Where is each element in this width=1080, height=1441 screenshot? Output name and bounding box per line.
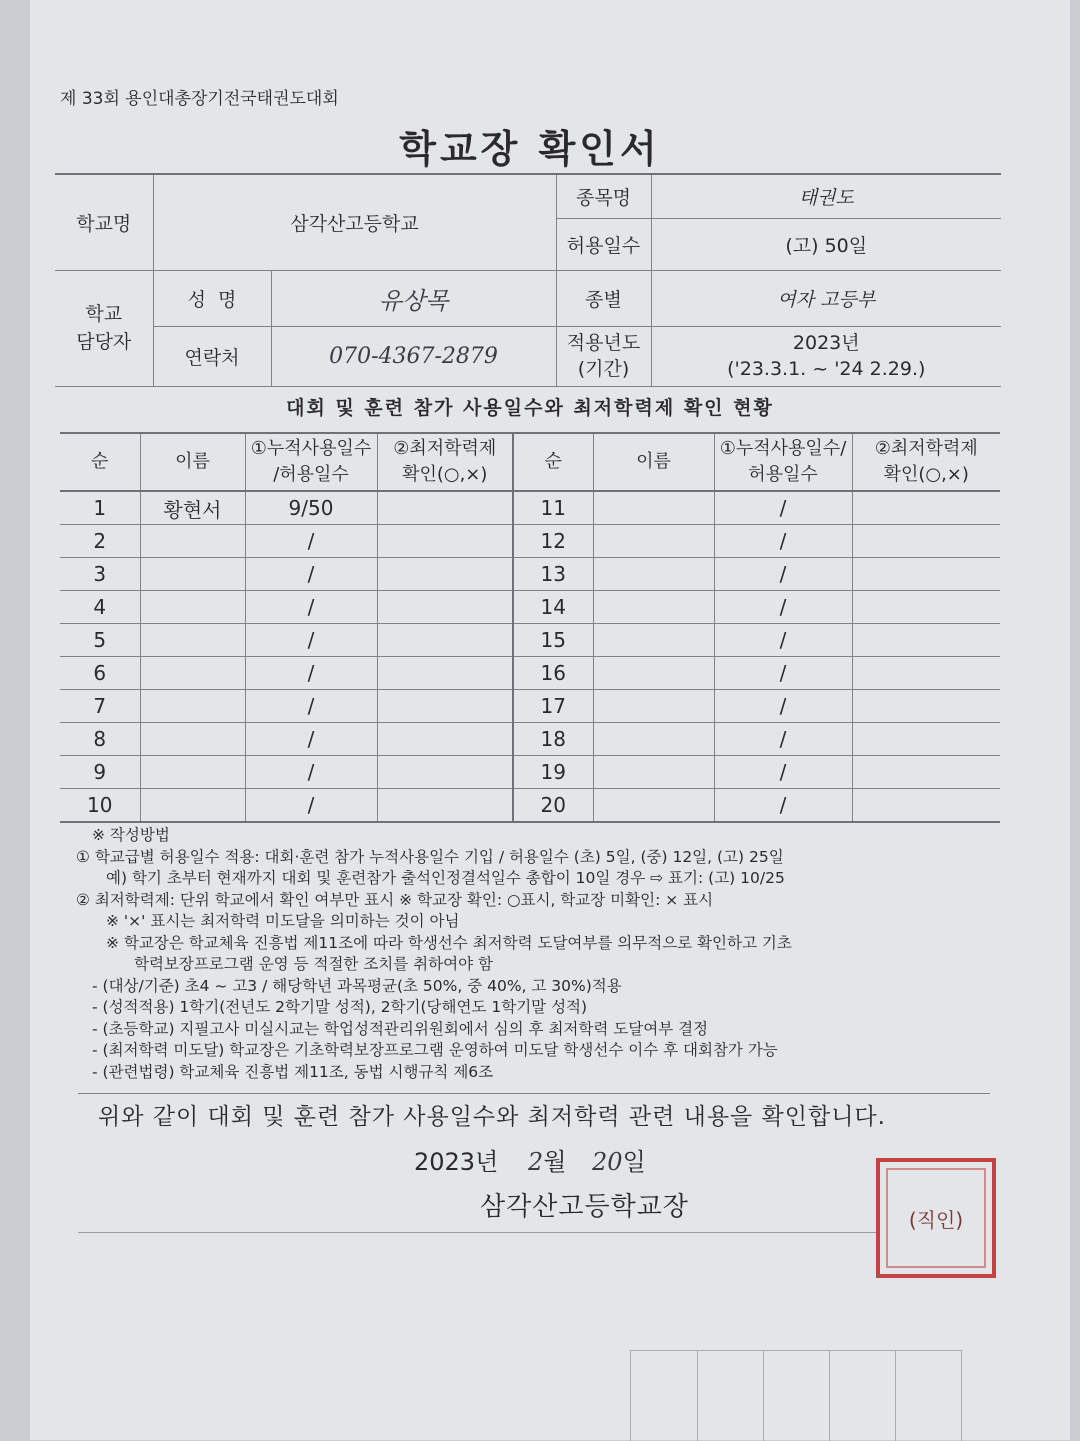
row-no-2: 14 bbox=[513, 591, 593, 624]
col-no: 순 bbox=[60, 433, 140, 491]
row-acad bbox=[377, 723, 513, 756]
signature-date bbox=[414, 1142, 646, 1177]
year-value: 2023년 bbox=[792, 332, 860, 354]
row-days: / bbox=[245, 558, 377, 591]
class-value: 여자 고등부 bbox=[651, 270, 1001, 326]
official-seal bbox=[876, 1158, 996, 1278]
row-name bbox=[140, 558, 245, 591]
row-days-2: / bbox=[714, 624, 852, 657]
row-days-2: / bbox=[714, 591, 852, 624]
row-acad bbox=[377, 789, 513, 823]
period-value: ('23.3.1. ~ '24 2.29.) bbox=[727, 358, 926, 380]
row-acad-2 bbox=[852, 723, 1000, 756]
date-month-unit: 월 bbox=[543, 1148, 567, 1176]
col-name-2: 이름 bbox=[593, 433, 714, 491]
note-4b: 학력보장프로그램 운영 등 적절한 조치를 취하여야 함 bbox=[134, 955, 493, 973]
info-table bbox=[55, 173, 1001, 387]
table-row bbox=[60, 491, 1000, 525]
row-acad bbox=[377, 690, 513, 723]
row-days: / bbox=[245, 690, 377, 723]
bullet-1: - (대상/기준) 초4 ~ 고3 / 해당학년 과목평균(초 50%, 중 40%, 고 30%)적용 bbox=[92, 976, 622, 995]
name-label: 성 명 bbox=[153, 270, 271, 326]
confirm-statement: 위와 같이 대회 및 훈련 참가 사용일수와 최저학력 관련 내용을 확인합니다. bbox=[98, 1104, 886, 1130]
row-name-2 bbox=[593, 690, 714, 723]
row-no: 5 bbox=[60, 624, 140, 657]
row-days: 9/50 bbox=[245, 491, 377, 525]
bullet-5: - (관련법령) 학교체육 진흥법 제11조, 동법 시행규칙 제6조 bbox=[92, 1062, 494, 1081]
row-name bbox=[140, 690, 245, 723]
row-days-2: / bbox=[714, 690, 852, 723]
row-name-2 bbox=[593, 624, 714, 657]
row-days-2: / bbox=[714, 657, 852, 690]
row-acad bbox=[377, 756, 513, 789]
col-days-2: ①누적사용일수/ 허용일수 bbox=[714, 433, 852, 491]
days-label: 허용일수 bbox=[556, 218, 651, 270]
row-acad bbox=[377, 558, 513, 591]
participation-table bbox=[60, 432, 1000, 823]
row-no-2: 11 bbox=[513, 491, 593, 525]
row-no-2: 19 bbox=[513, 756, 593, 789]
row-name-2 bbox=[593, 789, 714, 823]
section-title: 대회 및 훈련 참가 사용일수와 최저학력제 확인 현황 bbox=[286, 397, 774, 419]
row-no: 3 bbox=[60, 558, 140, 591]
row-days-2: / bbox=[714, 789, 852, 823]
table-row bbox=[60, 624, 1000, 657]
bullet-4: - (최저학력 미도달) 학교장은 기초학력보장프로그램 운영하여 미도달 학생선수 이수 후 대회참가 가능 bbox=[92, 1041, 778, 1059]
row-acad-2 bbox=[852, 690, 1000, 723]
row-no-2: 18 bbox=[513, 723, 593, 756]
row-acad bbox=[377, 657, 513, 690]
table-row bbox=[60, 558, 1000, 591]
table-row bbox=[60, 525, 1000, 558]
row-no: 8 bbox=[60, 723, 140, 756]
row-no-2: 15 bbox=[513, 624, 593, 657]
row-name bbox=[140, 756, 245, 789]
date-day: 20 bbox=[592, 1148, 623, 1176]
table-header-row bbox=[60, 433, 1000, 491]
row-name: 황현서 bbox=[140, 491, 245, 525]
year-label: 적용년도 (기간) bbox=[556, 326, 651, 386]
name-value: 유상목 bbox=[271, 270, 556, 326]
row-acad bbox=[377, 591, 513, 624]
row-name-2 bbox=[593, 723, 714, 756]
row-acad-2 bbox=[852, 789, 1000, 823]
col-acad-2: ②최저학력제 확인(○,×) bbox=[852, 433, 1000, 491]
row-name-2 bbox=[593, 591, 714, 624]
row-acad-2 bbox=[852, 624, 1000, 657]
bullet-2: - (성적적용) 1학기(전년도 2학기말 성적), 2학기(당해연도 1학기말 성적) bbox=[92, 998, 588, 1016]
date-day-unit: 일 bbox=[622, 1148, 646, 1176]
event-header: 제 33회 용인대총장기전국태권도대회 bbox=[60, 89, 339, 109]
row-no: 4 bbox=[60, 591, 140, 624]
event-label: 종목명 bbox=[556, 174, 651, 218]
note-2: ② 최저학력제: 단위 학교에서 확인 여부만 표시 ※ 학교장 확인: ○표시, 학교장 미확인: × 표시 bbox=[76, 890, 714, 909]
date-month: 2 bbox=[527, 1148, 544, 1176]
manager-label: 학교 담당자 bbox=[55, 270, 153, 386]
document-title: 학교장 확인서 bbox=[399, 127, 661, 171]
col-acad: ②최저학력제 확인(○,×) bbox=[377, 433, 513, 491]
signature-line bbox=[78, 1232, 878, 1233]
row-name bbox=[140, 525, 245, 558]
bullet-3: - (초등학교) 지필고사 미실시교는 학업성적관리위원회에서 심의 후 최저학력 도달여부 결정 bbox=[92, 1019, 709, 1038]
row-days-2: / bbox=[714, 756, 852, 789]
school-label: 학교명 bbox=[55, 174, 153, 270]
row-acad-2 bbox=[852, 525, 1000, 558]
event-value: 태권도 bbox=[651, 174, 1001, 218]
row-no-2: 17 bbox=[513, 690, 593, 723]
row-acad bbox=[377, 624, 513, 657]
row-days-2: / bbox=[714, 558, 852, 591]
row-name bbox=[140, 657, 245, 690]
row-name-2 bbox=[593, 558, 714, 591]
contact-value: 070-4367-2879 bbox=[271, 326, 556, 386]
note-1: ① 학교급별 허용일수 적용: 대회·훈련 참가 누적사용일수 기입 / 허용일수 (초) 5일, (중) 12일, (고) 25일 bbox=[76, 847, 784, 866]
row-acad bbox=[377, 491, 513, 525]
row-days: / bbox=[245, 756, 377, 789]
year-cell bbox=[651, 326, 1001, 386]
row-no-2: 12 bbox=[513, 525, 593, 558]
row-acad-2 bbox=[852, 657, 1000, 690]
row-no: 6 bbox=[60, 657, 140, 690]
row-days: / bbox=[245, 789, 377, 823]
row-days: / bbox=[245, 525, 377, 558]
bottom-form-grid bbox=[630, 1350, 962, 1441]
row-acad-2 bbox=[852, 591, 1000, 624]
row-name bbox=[140, 789, 245, 823]
row-acad bbox=[377, 525, 513, 558]
row-acad-2 bbox=[852, 756, 1000, 789]
row-no-2: 20 bbox=[513, 789, 593, 823]
row-name bbox=[140, 723, 245, 756]
school-value: 삼각산고등학교 bbox=[153, 174, 556, 270]
notes-section bbox=[76, 825, 1006, 1083]
row-acad-2 bbox=[852, 558, 1000, 591]
note-3: ※ '×' 표시는 최저학력 미도달을 의미하는 것이 아님 bbox=[106, 912, 460, 930]
row-days-2: / bbox=[714, 491, 852, 525]
notes-heading: ※ 작성방법 bbox=[92, 826, 170, 844]
table-row bbox=[60, 690, 1000, 723]
row-days: / bbox=[245, 591, 377, 624]
class-label: 종별 bbox=[556, 270, 651, 326]
row-no-2: 13 bbox=[513, 558, 593, 591]
document-page bbox=[30, 0, 1070, 1440]
row-days: / bbox=[245, 657, 377, 690]
row-no: 1 bbox=[60, 491, 140, 525]
table-row bbox=[60, 723, 1000, 756]
row-name-2 bbox=[593, 525, 714, 558]
seal-label: (직인) bbox=[907, 1204, 965, 1233]
divider bbox=[78, 1093, 990, 1094]
days-value: (고) 50일 bbox=[651, 218, 1001, 270]
row-no: 10 bbox=[60, 789, 140, 823]
col-days: ①누적사용일수 /허용일수 bbox=[245, 433, 377, 491]
row-no: 7 bbox=[60, 690, 140, 723]
row-no-2: 16 bbox=[513, 657, 593, 690]
col-no-2: 순 bbox=[513, 433, 593, 491]
table-row bbox=[60, 789, 1000, 823]
date-year: 2023년 bbox=[414, 1148, 499, 1176]
row-days: / bbox=[245, 723, 377, 756]
row-name-2 bbox=[593, 657, 714, 690]
row-name-2 bbox=[593, 491, 714, 525]
row-name bbox=[140, 591, 245, 624]
principal-name: 삼각산고등학교장 bbox=[480, 1192, 689, 1222]
note-1b: 예) 학기 초부터 현재까지 대회 및 훈련참가 출석인정결석일수 총합이 10일 경우 ⇨ 표기: (고) 10/25 bbox=[106, 869, 785, 887]
row-days: / bbox=[245, 624, 377, 657]
table-row bbox=[60, 591, 1000, 624]
note-4: ※ 학교장은 학교체육 진흥법 제11조에 따라 학생선수 최저학력 도달여부를 의무적으로 확인하고 기초 bbox=[106, 933, 792, 952]
table-row bbox=[60, 756, 1000, 789]
col-name: 이름 bbox=[140, 433, 245, 491]
row-days-2: / bbox=[714, 723, 852, 756]
row-no: 2 bbox=[60, 525, 140, 558]
row-days-2: / bbox=[714, 525, 852, 558]
table-row bbox=[60, 657, 1000, 690]
row-no: 9 bbox=[60, 756, 140, 789]
row-name-2 bbox=[593, 756, 714, 789]
contact-label: 연락처 bbox=[153, 326, 271, 386]
row-acad-2 bbox=[852, 491, 1000, 525]
row-name bbox=[140, 624, 245, 657]
